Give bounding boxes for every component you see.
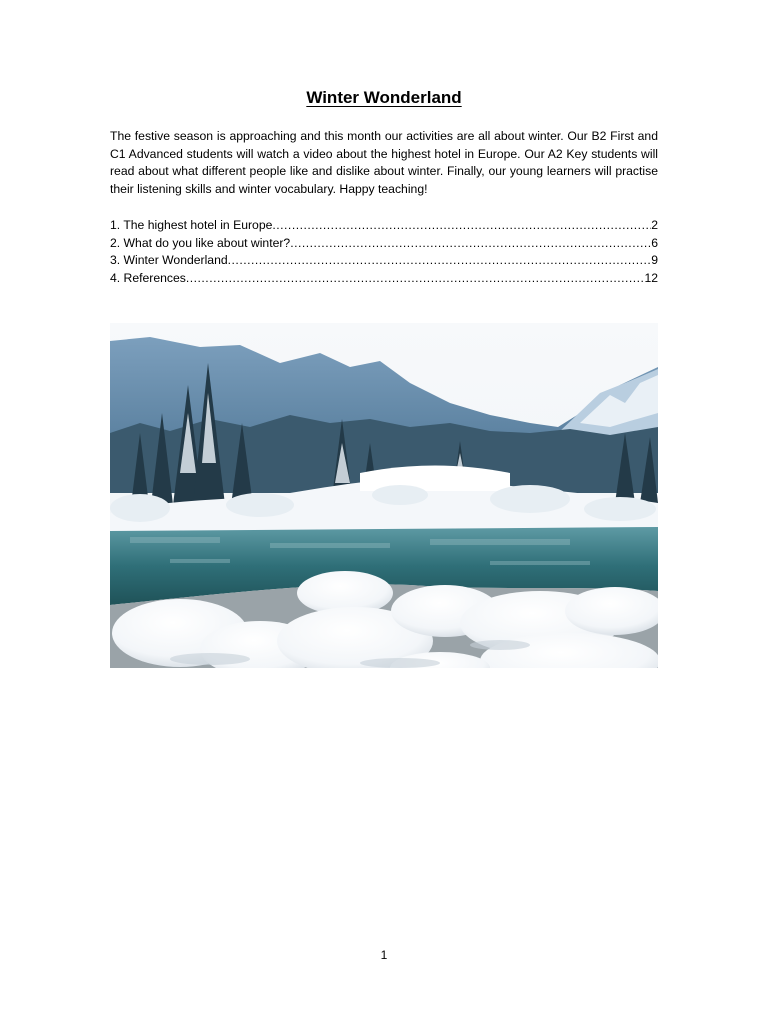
toc-entry-4[interactable] (110, 270, 658, 288)
table-of-contents (110, 217, 658, 287)
toc-entry-3[interactable] (110, 252, 658, 270)
toc-entry-label: 1. The highest hotel in Europe (110, 218, 273, 232)
toc-dot-leader (290, 235, 651, 253)
intro-paragraph: The festive season is approaching and this month our activities are all about winter. Our B2 First and C1 Advanced students will watch a video about the highest hotel in Europe. Our A2 Key students will read about what different people like and dislike about winter. Finally, our young learners will practise their listening skills and winter vocabulary. Happy teaching! (110, 129, 658, 196)
toc-entry-page: 2 (651, 218, 658, 232)
toc-entry-page: 12 (644, 270, 658, 285)
toc-entry-page: 6 (651, 235, 658, 250)
winter-landscape-photo (110, 323, 658, 668)
winter-landscape-illustration (110, 323, 658, 668)
toc-entry-1[interactable] (110, 217, 658, 235)
toc-dot-leader (186, 270, 645, 288)
toc-entry-label: 3. Winter Wonderland (110, 253, 228, 268)
document-title (0, 86, 768, 110)
toc-dot-leader (272, 217, 651, 235)
page-number: 1 (380, 948, 388, 962)
document-title-text: Winter Wonderland (306, 88, 462, 107)
toc-entry-page: 9 (651, 253, 658, 268)
toc-entry-label: 4. References (110, 270, 186, 285)
toc-dot-leader (228, 252, 652, 270)
snowfield (360, 466, 510, 492)
toc-entry-2[interactable] (110, 235, 658, 253)
toc-entry-label: 2. What do you like about winter? (110, 235, 291, 250)
